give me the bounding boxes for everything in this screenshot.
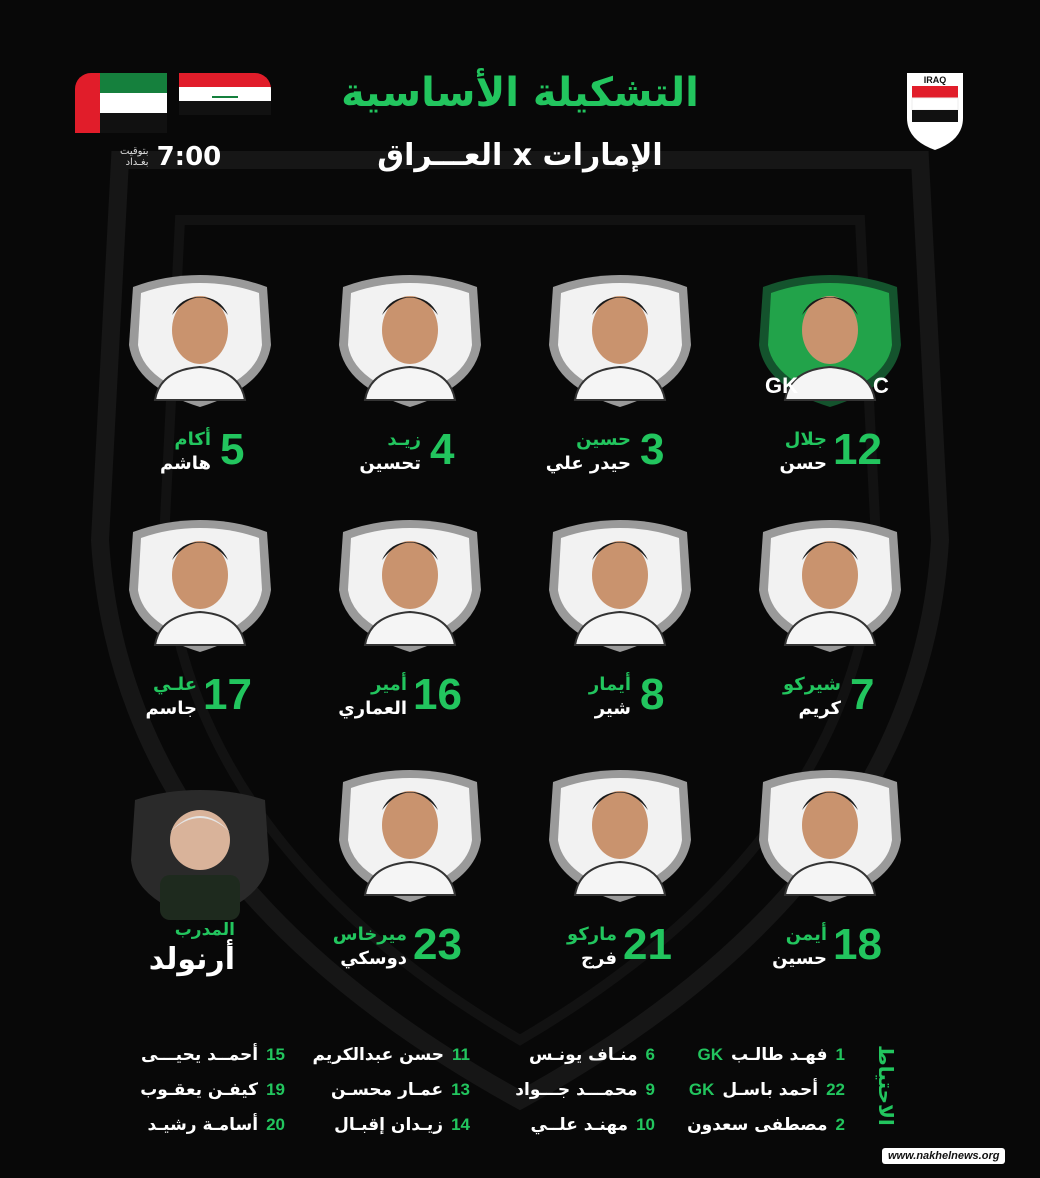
- player-card: [545, 275, 695, 515]
- substitute-name: مصطفى سعدون: [687, 1115, 828, 1135]
- substitute-number: 10: [636, 1115, 655, 1134]
- player-number: 3: [640, 425, 665, 474]
- player-first-name: زيـد: [387, 429, 421, 450]
- substitute-item: [687, 1115, 845, 1135]
- player-card: [335, 275, 485, 515]
- player-number: 7: [850, 670, 875, 719]
- substitute-gk-tag: GK: [697, 1045, 724, 1064]
- player-face: [802, 541, 858, 609]
- player-photo-frame: [125, 275, 275, 415]
- website-watermark: www.nakhelnews.org: [882, 1148, 1005, 1164]
- substitute-name: أحمــد يحيـــى: [141, 1045, 259, 1065]
- player-face: [592, 296, 648, 364]
- substitute-number: 6: [645, 1045, 655, 1064]
- captain-tag: C: [873, 373, 889, 398]
- player-number: 18: [833, 920, 882, 969]
- substitute-item: [334, 1115, 470, 1135]
- substitute-number: 2: [835, 1115, 845, 1134]
- player-number: 17: [203, 670, 252, 719]
- substitute-item: [148, 1115, 286, 1135]
- player-face: [172, 296, 228, 364]
- player-first-name: ماركو: [566, 924, 617, 945]
- player-number: 4: [430, 425, 455, 474]
- player-number: 5: [220, 425, 245, 474]
- player-number: 12: [833, 425, 882, 474]
- player-card: [755, 275, 905, 515]
- player-last-name: تحسين: [359, 453, 421, 474]
- player-face: [592, 541, 648, 609]
- substitute-name: عمـار محسـن: [330, 1080, 444, 1100]
- player-photo-frame: [545, 770, 695, 910]
- substitute-name: كيفـن يعقـوب: [140, 1080, 259, 1100]
- player-first-name: أيمار: [588, 674, 631, 695]
- substitute-name: فهـد طالـب: [731, 1045, 828, 1065]
- player-photo-frame: [545, 275, 695, 415]
- player-photo-frame: [755, 770, 905, 910]
- player-photo-frame: [335, 275, 485, 415]
- player-card: [545, 770, 695, 1010]
- player-photo-frame: [125, 520, 275, 660]
- player-first-name: أمير: [371, 674, 407, 695]
- player-last-name: حسين: [772, 948, 827, 969]
- player-last-name: كريم: [798, 698, 841, 719]
- player-last-name: جاسم: [145, 698, 197, 719]
- time-label-line2: بغـداد: [125, 157, 149, 168]
- player-card: [332, 770, 485, 1010]
- coach-name: أرنولد: [148, 942, 235, 977]
- substitute-number: 11: [452, 1045, 470, 1064]
- substitute-name: منـاف يونـس: [528, 1045, 638, 1065]
- substitute-item: [140, 1080, 285, 1100]
- match-subtitle: العـــراق x الإمارات: [377, 138, 663, 173]
- substitute-item: [698, 1045, 845, 1065]
- substitute-number: 13: [451, 1080, 470, 1099]
- player-face: [802, 791, 858, 859]
- player-face: [592, 791, 648, 859]
- goalkeeper-tag: GK: [765, 373, 798, 398]
- player-number: 16: [413, 670, 462, 719]
- substitute-name: زيـدان إقبـال: [334, 1115, 444, 1135]
- substitute-name: أحمد باسـل: [722, 1080, 819, 1100]
- player-first-name: شيركو: [783, 674, 841, 695]
- substitute-item: [530, 1115, 655, 1135]
- substitute-number: 14: [451, 1115, 470, 1134]
- player-card: [755, 770, 905, 1010]
- player-last-name: هاشم: [159, 453, 211, 474]
- player-number: 21: [623, 920, 672, 969]
- player-face: [382, 541, 438, 609]
- substitute-item: [312, 1045, 470, 1065]
- player-first-name: أيمن: [785, 924, 827, 945]
- iraq-fa-crest-icon: [904, 70, 966, 152]
- player-last-name: حسن: [779, 453, 827, 474]
- player-number: 8: [640, 670, 665, 719]
- crest-text: IRAQ: [923, 75, 947, 85]
- player-card: [545, 520, 695, 760]
- substitute-item: [529, 1045, 655, 1065]
- player-last-name: شير: [594, 698, 631, 719]
- player-face: [802, 296, 858, 364]
- coach-card: [125, 790, 275, 1030]
- player-photo-frame: [545, 520, 695, 660]
- player-photo-frame: [755, 520, 905, 660]
- player-last-name: حيدر علي: [545, 453, 631, 474]
- substitute-number: 1: [835, 1045, 845, 1064]
- player-first-name: أكام: [174, 429, 211, 450]
- player-card: [125, 520, 275, 760]
- substitute-number: 15: [266, 1045, 285, 1064]
- player-last-name: فرج: [581, 948, 617, 969]
- coach-label: المدرب: [174, 920, 235, 940]
- substitute-item: [515, 1080, 655, 1100]
- player-first-name: جلال: [784, 429, 827, 450]
- substitute-number: 20: [266, 1115, 285, 1134]
- player-last-name: دوسكي: [340, 948, 407, 969]
- substitute-name: محمـــد جـــواد: [515, 1080, 638, 1100]
- time-label-line1: بتوقيت: [120, 146, 149, 157]
- player-face: [382, 791, 438, 859]
- page-title: التشكيلة الأساسية: [341, 70, 699, 116]
- player-card: [755, 520, 905, 760]
- player-first-name: حسين: [576, 429, 631, 450]
- player-card: [125, 275, 275, 515]
- substitutes-label: الاحتياط: [874, 1045, 898, 1126]
- substitute-number: 19: [266, 1080, 285, 1099]
- substitute-item: [141, 1045, 285, 1065]
- player-first-name: ميرخاس: [332, 924, 407, 945]
- coach-photo-frame: [125, 790, 275, 930]
- substitute-name: حسن عبدالكريم: [312, 1045, 445, 1065]
- substitute-name: أسامـة رشيـد: [147, 1115, 259, 1135]
- substitute-number: 22: [826, 1080, 845, 1099]
- substitute-item: [331, 1080, 470, 1100]
- player-card: [335, 520, 485, 760]
- player-photo-frame: [335, 520, 485, 660]
- player-photo-frame: [335, 770, 485, 910]
- substitute-item: [689, 1080, 845, 1100]
- time-value: 7:00: [156, 142, 222, 172]
- player-face: [172, 541, 228, 609]
- player-last-name: العماري: [338, 698, 407, 719]
- player-face: [382, 296, 438, 364]
- substitute-number: 9: [645, 1080, 655, 1099]
- substitute-gk-tag: GK: [688, 1080, 715, 1099]
- player-number: 23: [413, 920, 462, 969]
- substitute-name: مهنـد علــي: [530, 1115, 629, 1135]
- player-first-name: علـي: [152, 674, 197, 695]
